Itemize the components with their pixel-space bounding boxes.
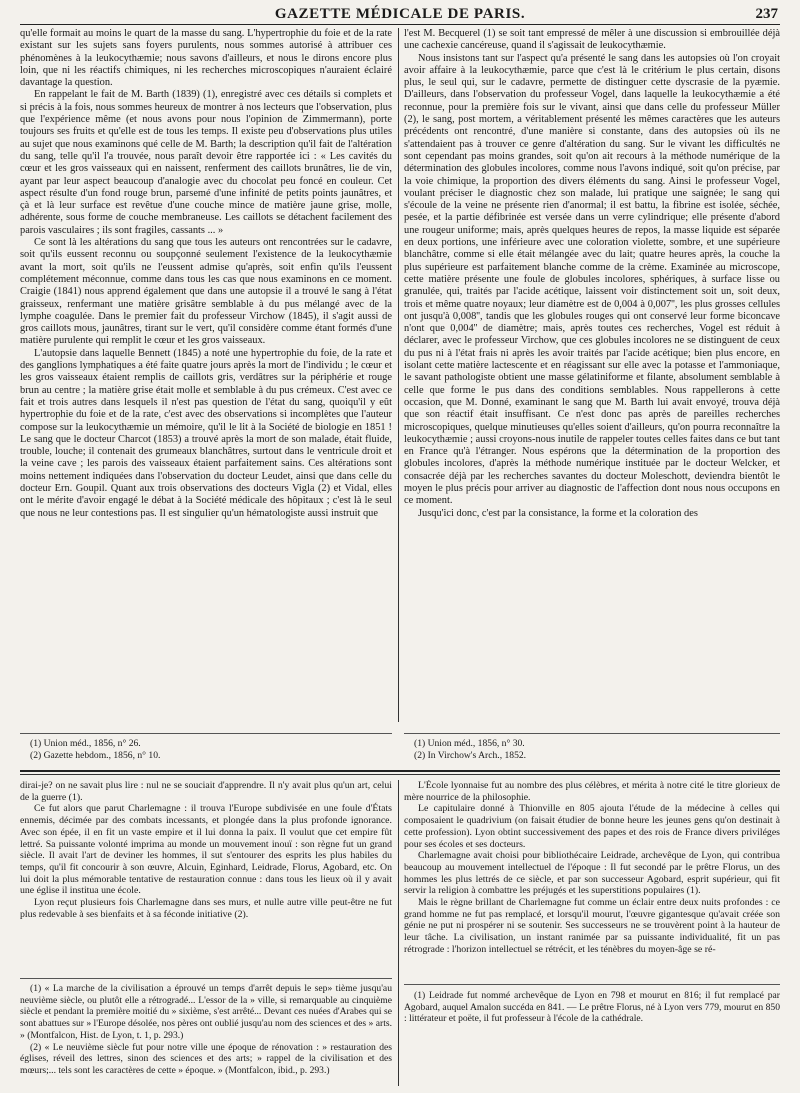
footnote-rule (404, 984, 780, 985)
page-number: 237 (755, 6, 778, 22)
paragraph: Nous insistons tant sur l'aspect qu'a présenté le sang dans les autopsies où l'on croyait avoir affaire à la leukocythæmie, parce que c'est là le critérium le plus certain, disons plus, le seul qui, sur le cadavre, permette de distinguer cette dyscrasie de la pyæmie. D'ailleurs, dans l'observation du professeur Vogel, dans laquelle la leukocythæmie a été reconnue, pour la première fois sur le vivant, ainsi que dans celle du professeur Müller (2), le sang, post mortem, a véritablement présenté les mêmes caractères que les auteurs précédents ont rencontré, d'une manière si constante, dans des autopsies où ils ne s'attendaient pas à trouver ce genre d'altération du sang. Sur le vivant les difficultés ne sont cependant pas moins grandes, soit qu'on ait recours à la méthode numérique de la détermination des globules incolores, comme nous l'avons indiqué, soit qu'on précise, par la voie chimique, la proportion des divers éléments du sang. Ainsi le professeur Vogel, voulant préciser le diagnostic chez son malade, lui pratique une saignée; le sang qui s'écoule de la veine ne présente rien d'anormal; il est battu, la fibrine est isolée, séchée, pesée, et la partie défibrinée est versée dans un verre cylindrique; elle présente d'abord une rougeur uniforme; mais, après quelques heures de repos, la masse liquide est séparée en deux portions, une inférieure avec une coloration violette, sombre, et une supérieure blanchâtre, comme si elle était mélangée avec du lait; quatre heures après, la couche la plus supérieure est parfaitement blanche comme de la crème. Examinée au microscope, cette matière présente une foule de globules incolores, sphériques, à surface lisse ou granulée, qui, traités par l'acide acétique, laissent voir distinctement soit un, soit deux, trois et même quatre noyaux; leur diamètre est de 0,004 à 0,007'', les plus grosses cellules ont jusqu'à 0,008'', tandis que les globules rouges qui ont conservé leur forme biconcave n'ont que 0,004'' de diamètre; mais, après toutes ces recherches, Vogel est réduit à déclarer, avec le professeur Virchow, que ces globules incolores ne se distinguent de ceux du pus ni à l'état frais ni après les avoir traités par l'acide acétique; bien plus encore, en isolant cette matière lactescente et en réagissant sur elle avec la potasse et l'ammoniaque, le savant pathologiste obtient une masse gélatiniforme et filante, absolument semblable à celle que forme le pus dans des conditions semblables. Nous rappellerons à cette occasion, que M. Donné, examinant le sang que M. Barth lui avait envoyé, trouva déjà que son réactif était insuffisant. Ce n'est donc pas après de pareilles recherches microscopiques, quelque minutieuses qu'elles soient d'ailleurs, qu'on pourra reconnaître la leukocythæmie ; aussi croyons-nous inutile de rappeler toutes celles faites dans ce but tant en France qu'à l'étranger. Nous espérons que la détermination de la proportion des globules incolores, d'après la méthode numérique instituée par le docteur Welcker, et consacrée déjà par les recherches savantes du docteur Moleschott, deviendra bientôt le moyen le plus précis pour arriver au diagnostic de l'affection dont nous nous occupons en ce moment. (404, 52, 780, 507)
footnote-rule (404, 733, 780, 734)
upper-left-footnotes (20, 738, 392, 764)
section-separator (20, 774, 780, 775)
lower-right-column (404, 780, 780, 976)
page-header (20, 6, 780, 25)
upper-right-column (404, 28, 780, 728)
paragraph: Charlemagne avait choisi pour bibliothécaire Leidrade, archevêque de Lyon, qui contribua beaucoup au mouvement intellectuel de l'époque : Il fut secondé par le prêtre Florus, un des hommes les plus lettrés de ce siècle, et par son successeur Agobard, esprit supérieur, qui fit servir la religion à combattre les préjugés et les superstitions populaires (1). (404, 850, 780, 897)
footnote: (1) Leidrade fut nommé archevêque de Lyon en 798 et mourut en 816; il fut remplacé par Agobard, auquel Amalon succéda en 841. — Le prêtre Florus, né à Lyon vers 779, mourut en 850 : littérateur et poëte, il fut professeur à l'école de la cathédrale. (404, 990, 780, 1025)
paragraph: L'École lyonnaise fut au nombre des plus célèbres, et mérita à notre cité le titre glorieux de mère nourrice de la philosophie. (404, 780, 780, 803)
lower-left-footnotes (20, 983, 392, 1089)
footnote: (2) In Virchow's Arch., 1852. (414, 749, 527, 761)
paragraph: En rappelant le fait de M. Barth (1839) (1), enregistré avec ces détails si complets et si précis à la fois, nous sommes heureux de montrer à nos lecteurs que l'observation, plus que l'expérience même (et nous avons pour nous l'opinion de Zimmermann), porte toujours ses fruits et qu'elle est de tous les temps. Il existe peu d'observations plus utiles au sujet que nous examinons qué celle de M. Barth; la description qu'il fait de l'altération du sang, telle qu'il l'a trouvée, nous paraît devoir être rapportée ici : « Les cavités du cœur et les gros vaisseaux qui en naissent, renferment des caillots brunâtres, lie de vin, ayant par leur aspect beaucoup d'analogie avec du chocolat peu foncé en couleur. Cet aspect résulte d'un fond rouge brun, parsemé d'une infinité de petits points jaunâtres, et çà et là leur surface est revêtue d'une couche mince de matière jaune grise, molle, adhérente, sous forme de couche membraneuse. Les caillots se détachent facilement des parois vasculaires ; ils sont fragiles, cassants ... » (20, 89, 392, 236)
footnote-rule (20, 978, 392, 979)
section-separator (20, 770, 780, 772)
paragraph: Lyon reçut plusieurs fois Charlemagne dans ses murs, et nulle autre ville peut-être ne fut plus redevable à ses bienfaits et à sa féconde initiative (2). (20, 897, 392, 920)
page-title: GAZETTE MÉDICALE DE PARIS. (274, 6, 526, 22)
column-divider (398, 28, 399, 722)
paragraph: l'est M. Becquerel (1) se soit tant empressé de mêler à une discussion si embrouillée déjà une cachexie cancéreuse, quand il s'agissait de leukocythæmie. (404, 28, 780, 52)
lower-left-column (20, 780, 392, 970)
footnote: (2) « Le neuvième siècle fut pour notre ville une époque de rénovation : » restauration des églises, réveil des lettres, sinon des sciences et des arts; » rappel de la civilisation et des mœurs;... tels sont les caractères de cette » époque. » (Montfalcon, ibid., p. 293.) (20, 1041, 392, 1076)
column-divider (398, 780, 399, 1086)
paragraph: dirai-je? on ne savait plus lire : nul ne se souciait d'apprendre. Il n'y avait plus qu'un art, celui de la guerre (1). (20, 780, 392, 803)
upper-right-footnotes (404, 738, 780, 764)
paragraph: Mais le règne brillant de Charlemagne fut comme un éclair entre deux nuits profondes : ce grand homme ne fut pas remplacé, et lorsqu'il mourut, l'œuvre gigantesque qu'avait créée son génie ne put ni prospérer ni se soutenir. Ses successeurs ne se trouvèrent point à la hauteur de leur tâche. La civilisation, un instant ranimée par sa puissante individualité, fit un pas rétrograde : l'horizon intellectuel se rétrécit, et les ténèbres du moyen-âge se ré- (404, 897, 780, 955)
upper-left-column (20, 28, 392, 728)
footnote: (1) « La marche de la civilisation a éprouvé un temps d'arrêt depuis le sep» tième jusqu'au neuvième siècle, ou plutôt elle a rétrogradé... L'essor de la » ville, si remarquable au cinquième siècle et pendant la première moitié du » sixième, s'est arrêté... Devant ces nuées d'Arabes qui se sont abattues sur » l'Europe désolée, nos pères ont oublié jusqu'au nom des sciences et des » arts. » (Montfalcon, Hist. de Lyon, t. 1, p. 293.) (20, 983, 392, 1041)
paragraph: Jusqu'ici donc, c'est par la consistance, la forme et la coloration des (418, 507, 698, 519)
paragraph: L'autopsie dans laquelle Bennett (1845) a noté une hypertrophie du foie, de la rate et des ganglions lymphatiques a été faite quatre jours après la mort de l'individu ; le cœur et les gros vaisseaux étaient remplis de caillots gris, verdâtres sur la périphérie et rouge brun au centre ; la matière grise était molle et semblable à du pus crémeux. C'est avec ce fait et trois autres dans lesquels il n'est pas question de l'état du sang, quoiqu'il y eût hypertrophie du foie et de la rate, c'est avec des observations si incomplètes que l'auteur compose sur la leukocythæmie un mémoire, qu'il le lit à la Société de biologie en 1851 ! Le sang que le docteur Charcot (1853) a trouvé après la mort de son malade, était fluide, trouble, louche; il contenait des grumeaux blanchâtres, surtout dans le ventricule droit et la veine cave ; les parois des vaisseaux étaient parfaitement sains. Ces altérations sont moins nettement indiquées dans l'observation du docteur Leudet, ainsi que dans celle du docteur Ern. Goupil. Quant aux trois observations des docteurs Vigla (2) et Vidal, elles ont le mérite d'avoir engagé le débat à la Société médicale des hôpitaux ; c'est là le seul que nous ne leur contestions pas. Il est singulier qu'un hématologiste aussi instruit que (20, 347, 392, 519)
paragraph: Ce fut alors que parut Charlemagne : il trouva l'Europe subdivisée en une foule d'États ennemis, décimée par des combats incessants, et plongée dans la plus profonde ignorance. Avec son épée, il en fit un vaste empire et il lui donna la paix. Il voulut que cet empire fût lettré. Sa puissante volonté imprima au monde un mouvement inouï : son règne fut un grand siècle. Il avait l'art de deviner les hommes, il sut s'entourer des esprits les plus habiles du temps, qu'il fit concourir à son œuvre, Alcuin, Eginhard, Leidrade, Florus, Agobard, etc. On lui doit la plus mémorable tentative de restauration connue : dans tous les lieux où il y avait une église il institua une école. (20, 803, 392, 897)
paragraph: Ce sont là les altérations du sang que tous les auteurs ont rencontrées sur le cadavre, soit qu'ils eussent reconnu ou soupçonné seulement l'existence de la leukocythæmie avant la mort, soit qu'ils ne l'eussent admise qu'après, soit enfin qu'ils l'eussent complétement méconnue, comme dans tous les cas que nous examinons en ce moment. Craigie (1841) nous apprend également que dans une autopsie il a trouvé le sang à l'état graisseux, renfermant une matière grisâtre semblable à du pus mélangé avec de la lymphe coagulée. Dans le premier fait du professeur Virchow (1845), il s'agit aussi de gros caillots mous, jaunâtres, tirant sur le vert, qu'il considère comme étant formés d'une matière purulente qui remplit le cœur et les gros vaisseaux. (20, 237, 392, 347)
lower-right-footnotes (404, 990, 780, 1088)
footnote-rule (20, 733, 392, 734)
paragraph: qu'elle formait au moins le quart de la masse du sang. L'hypertrophie du foie et de la rate existant sur les sujets sans foyers purulents, nous sommes autorisé à attribuer ces phénomènes à la leukocythæmie; nous savons d'ailleurs, et nous le dirons encore plus loin, que ni les réactifs chimiques, ni les recherches microscopiques n'auraient éclairé davantage la question. (20, 28, 392, 89)
footnote: (1) Union méd., 1856, n° 26. (30, 738, 141, 749)
paragraph: Le capitulaire donné à Thionville en 805 ajouta l'étude de la médecine à celles qui composaient le quadrivium (on faisait étudier de bonne heure les jeunes gens qu'on destinait à cette profession). Lyon obtint successivement des papes et des rois de France divers priviléges pour ses écoles et ses docteurs. (404, 803, 780, 850)
footnote: (1) Union méd., 1856, n° 30. (414, 738, 525, 749)
footnote: (2) Gazette hebdom., 1856, n° 10. (30, 749, 161, 761)
